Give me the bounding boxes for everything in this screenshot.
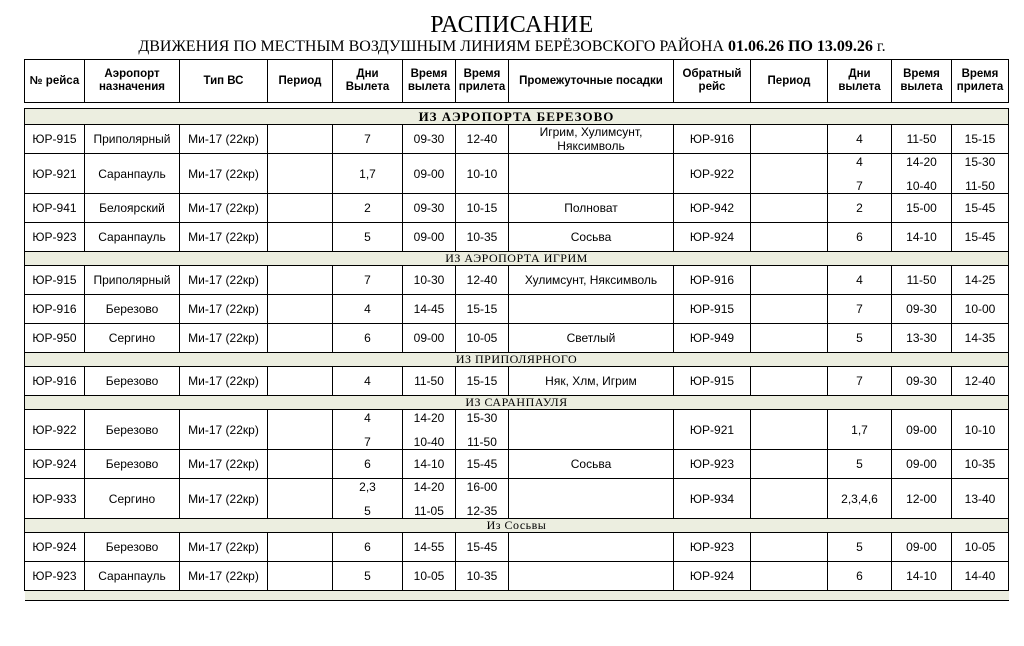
departure-time: 09-00 <box>403 154 456 194</box>
destination: Березово <box>85 367 180 396</box>
table-row <box>25 533 1009 562</box>
table-row <box>25 125 1009 154</box>
period <box>268 410 333 450</box>
return-arrival-time: 10-00 <box>952 295 1009 324</box>
return-period <box>751 367 828 396</box>
period <box>268 367 333 396</box>
destination: Березово <box>85 295 180 324</box>
return-days: 5 <box>828 324 892 353</box>
table-row <box>25 562 1009 591</box>
return-days: 7 <box>828 367 892 396</box>
table-row <box>25 194 1009 223</box>
departure-days: 1,7 <box>333 154 403 194</box>
aircraft-type: Ми-17 (22кр) <box>180 125 268 154</box>
destination: Саранпауль <box>85 223 180 252</box>
departure-time: 11-50 <box>403 367 456 396</box>
aircraft-type: Ми-17 (22кр) <box>180 295 268 324</box>
period <box>268 194 333 223</box>
departure-days: 2 <box>333 194 403 223</box>
arrival-time <box>456 410 509 450</box>
arrival-time-value: 12-35 <box>466 503 498 518</box>
return-arrival-time: 13-40 <box>952 479 1009 519</box>
departure-days <box>333 410 403 450</box>
header-row <box>25 60 1009 103</box>
return-arrival-time: 12-40 <box>952 367 1009 396</box>
return-arrival-time-value: 11-50 <box>965 178 995 193</box>
arrival-time: 10-05 <box>456 324 509 353</box>
arrival-time: 15-45 <box>456 533 509 562</box>
departure-time: 14-45 <box>403 295 456 324</box>
return-period <box>751 479 828 519</box>
departure-days: 6 <box>333 450 403 479</box>
return-arrival-time: 14-35 <box>952 324 1009 353</box>
departure-days-value: 4 <box>364 410 371 425</box>
intermediate-stops: Полноват <box>509 194 674 223</box>
return-flight: ЮР-923 <box>674 533 751 562</box>
return-period <box>751 194 828 223</box>
return-departure-time: 14-10 <box>892 223 952 252</box>
return-days: 4 <box>828 266 892 295</box>
departure-days: 6 <box>333 533 403 562</box>
departure-days: 4 <box>333 295 403 324</box>
intermediate-stops: Светлый <box>509 324 674 353</box>
arrival-time: 10-10 <box>456 154 509 194</box>
return-days: 6 <box>828 223 892 252</box>
section-header <box>25 519 1009 533</box>
header-return-departure: Время вылета <box>892 60 952 103</box>
arrival-time <box>456 479 509 519</box>
intermediate-stops <box>509 295 674 324</box>
intermediate-stops <box>509 562 674 591</box>
flight-number: ЮР-921 <box>25 154 85 194</box>
arrival-time-value: 15-30 <box>466 410 498 425</box>
aircraft-type: Ми-17 (22кр) <box>180 450 268 479</box>
table-row <box>25 410 1009 450</box>
flight-number: ЮР-915 <box>25 266 85 295</box>
arrival-time: 15-15 <box>456 367 509 396</box>
flight-number: ЮР-933 <box>25 479 85 519</box>
return-period <box>751 125 828 154</box>
header-flight: № рейса <box>25 60 85 103</box>
return-days: 5 <box>828 450 892 479</box>
intermediate-stops: Сосьва <box>509 450 674 479</box>
intermediate-stops: Игрим, Хулимсунт, Няксимволь <box>509 125 674 154</box>
return-period <box>751 154 828 194</box>
aircraft-type: Ми-17 (22кр) <box>180 367 268 396</box>
return-departure-time: 12-00 <box>892 479 952 519</box>
aircraft-type: Ми-17 (22кр) <box>180 194 268 223</box>
return-flight: ЮР-916 <box>674 125 751 154</box>
return-days-value: 7 <box>856 178 863 193</box>
period <box>268 154 333 194</box>
return-departure-time: 09-30 <box>892 295 952 324</box>
period <box>268 450 333 479</box>
table-row <box>25 450 1009 479</box>
section-title: ИЗ ПРИПОЛЯРНОГО <box>25 353 1009 367</box>
return-days: 2,3,4,6 <box>828 479 892 519</box>
destination: Сергино <box>85 479 180 519</box>
return-period <box>751 266 828 295</box>
intermediate-stops <box>509 154 674 194</box>
header-return-flight: Обратный рейс <box>674 60 751 103</box>
return-flight: ЮР-924 <box>674 223 751 252</box>
departure-days-value: 5 <box>364 503 371 518</box>
return-arrival-time <box>952 154 1009 194</box>
departure-time: 10-05 <box>403 562 456 591</box>
intermediate-stops <box>509 479 674 519</box>
destination: Сергино <box>85 324 180 353</box>
return-days: 2 <box>828 194 892 223</box>
section-header <box>25 396 1009 410</box>
return-flight: ЮР-924 <box>674 562 751 591</box>
departure-days-value: 7 <box>364 434 371 449</box>
return-flight: ЮР-915 <box>674 367 751 396</box>
intermediate-stops: Няк, Хлм, Игрим <box>509 367 674 396</box>
arrival-time: 10-35 <box>456 223 509 252</box>
return-flight: ЮР-916 <box>674 266 751 295</box>
return-departure-time: 09-30 <box>892 367 952 396</box>
departure-time: 09-30 <box>403 194 456 223</box>
table-row <box>25 295 1009 324</box>
flight-number: ЮР-941 <box>25 194 85 223</box>
flight-number: ЮР-922 <box>25 410 85 450</box>
subtitle-main: ДВИЖЕНИЯ ПО МЕСТНЫМ ВОЗДУШНЫМ ЛИНИЯМ БЕРЁЗОВСКОГО РАЙОНА <box>138 38 725 55</box>
arrival-time-value: 11-50 <box>467 434 497 449</box>
return-flight: ЮР-942 <box>674 194 751 223</box>
flight-number: ЮР-924 <box>25 533 85 562</box>
arrival-time-value: 16-00 <box>466 479 498 494</box>
aircraft-type: Ми-17 (22кр) <box>180 479 268 519</box>
page-title: РАСПИСАНИЕ <box>430 12 594 38</box>
destination: Саранпауль <box>85 562 180 591</box>
return-arrival-time: 10-05 <box>952 533 1009 562</box>
section-header <box>25 109 1009 125</box>
return-flight: ЮР-934 <box>674 479 751 519</box>
return-departure-time: 11-50 <box>892 125 952 154</box>
return-days: 4 <box>828 125 892 154</box>
return-period <box>751 533 828 562</box>
departure-days: 6 <box>333 324 403 353</box>
flight-number: ЮР-915 <box>25 125 85 154</box>
departure-time: 09-00 <box>403 324 456 353</box>
flight-number: ЮР-923 <box>25 562 85 591</box>
aircraft-type: Ми-17 (22кр) <box>180 154 268 194</box>
aircraft-type: Ми-17 (22кр) <box>180 533 268 562</box>
header-return-arrival: Время прилета <box>952 60 1009 103</box>
return-departure-time: 13-30 <box>892 324 952 353</box>
section-title: ИЗ САРАНПАУЛЯ <box>25 396 1009 410</box>
subtitle-end: г. <box>876 38 886 55</box>
return-period <box>751 223 828 252</box>
return-arrival-time: 15-15 <box>952 125 1009 154</box>
section-title: ИЗ АЭРОПОРТА ИГРИМ <box>25 252 1009 266</box>
period <box>268 324 333 353</box>
departure-time <box>403 410 456 450</box>
return-departure-time: 15-00 <box>892 194 952 223</box>
period <box>268 479 333 519</box>
return-departure-time: 09-00 <box>892 450 952 479</box>
table-row <box>25 223 1009 252</box>
header-destination: Аэропорт назначения <box>85 60 180 103</box>
header-stops: Промежуточные посадки <box>509 60 674 103</box>
departure-time-value: 10-40 <box>413 434 445 449</box>
intermediate-stops: Хулимсунт, Няксимволь <box>509 266 674 295</box>
flight-number: ЮР-924 <box>25 450 85 479</box>
arrival-time: 12-40 <box>456 266 509 295</box>
arrival-time: 12-40 <box>456 125 509 154</box>
return-flight: ЮР-915 <box>674 295 751 324</box>
departure-time <box>403 479 456 519</box>
destination: Березово <box>85 410 180 450</box>
page-subtitle <box>0 38 1024 56</box>
destination: Саранпауль <box>85 154 180 194</box>
intermediate-stops: Сосьва <box>509 223 674 252</box>
subtitle-dates: 01.06.26 ПО 13.09.26 <box>728 38 873 55</box>
return-period <box>751 324 828 353</box>
return-departure-time-value: 14-20 <box>906 154 937 169</box>
destination: Приполярный <box>85 266 180 295</box>
departure-time: 14-55 <box>403 533 456 562</box>
return-departure-time <box>892 154 952 194</box>
period <box>268 266 333 295</box>
return-departure-time: 09-00 <box>892 533 952 562</box>
destination: Березово <box>85 533 180 562</box>
period <box>268 533 333 562</box>
departure-time-value: 11-05 <box>414 503 444 518</box>
return-flight: ЮР-923 <box>674 450 751 479</box>
return-days-value: 4 <box>856 154 863 169</box>
header-return-days: Дни вылета <box>828 60 892 103</box>
return-days: 7 <box>828 295 892 324</box>
header-aircraft: Тип ВС <box>180 60 268 103</box>
return-flight: ЮР-922 <box>674 154 751 194</box>
flight-number: ЮР-916 <box>25 295 85 324</box>
table-row <box>25 479 1009 519</box>
destination: Белоярский <box>85 194 180 223</box>
return-flight: ЮР-921 <box>674 410 751 450</box>
section-title: Из Сосьвы <box>25 519 1009 533</box>
schedule-table <box>24 59 1009 601</box>
return-period <box>751 295 828 324</box>
section-header <box>25 252 1009 266</box>
departure-time-value: 14-20 <box>413 479 445 494</box>
header-arrival: Время прилета <box>456 60 509 103</box>
section-title: ИЗ АЭРОПОРТА БЕРЕЗОВО <box>25 109 1009 125</box>
intermediate-stops <box>509 533 674 562</box>
header-days: Дни Вылета <box>333 60 403 103</box>
return-arrival-time: 10-10 <box>952 410 1009 450</box>
destination: Приполярный <box>85 125 180 154</box>
flight-number: ЮР-923 <box>25 223 85 252</box>
schedule-body <box>25 103 1009 601</box>
departure-days: 4 <box>333 367 403 396</box>
aircraft-type: Ми-17 (22кр) <box>180 223 268 252</box>
return-arrival-time: 14-25 <box>952 266 1009 295</box>
return-days: 1,7 <box>828 410 892 450</box>
flight-number: ЮР-916 <box>25 367 85 396</box>
aircraft-type: Ми-17 (22кр) <box>180 266 268 295</box>
departure-time: 09-30 <box>403 125 456 154</box>
return-arrival-time: 15-45 <box>952 194 1009 223</box>
departure-days-value: 2,3 <box>359 479 376 494</box>
aircraft-type: Ми-17 (22кр) <box>180 324 268 353</box>
departure-time: 09-00 <box>403 223 456 252</box>
departure-time-value: 14-20 <box>413 410 445 425</box>
arrival-time: 15-45 <box>456 450 509 479</box>
return-departure-time: 11-50 <box>892 266 952 295</box>
departure-days: 5 <box>333 223 403 252</box>
flight-number: ЮР-950 <box>25 324 85 353</box>
table-row <box>25 367 1009 396</box>
departure-time: 14-10 <box>403 450 456 479</box>
return-period <box>751 410 828 450</box>
return-departure-time: 14-10 <box>892 562 952 591</box>
table-footer-band <box>25 591 1009 601</box>
table-row <box>25 324 1009 353</box>
return-departure-time-value: 10-40 <box>906 178 937 193</box>
return-arrival-time: 10-35 <box>952 450 1009 479</box>
arrival-time: 10-35 <box>456 562 509 591</box>
footer-band-cell <box>25 591 1009 601</box>
departure-days: 7 <box>333 125 403 154</box>
table-row <box>25 154 1009 194</box>
arrival-time: 15-15 <box>456 295 509 324</box>
table-row <box>25 266 1009 295</box>
period <box>268 562 333 591</box>
return-days <box>828 154 892 194</box>
return-arrival-time-value: 15-30 <box>964 154 996 169</box>
return-arrival-time: 15-45 <box>952 223 1009 252</box>
header-period: Период <box>268 60 333 103</box>
departure-days: 5 <box>333 562 403 591</box>
aircraft-type: Ми-17 (22кр) <box>180 562 268 591</box>
section-header <box>25 353 1009 367</box>
return-departure-time: 09-00 <box>892 410 952 450</box>
return-period <box>751 450 828 479</box>
departure-days: 7 <box>333 266 403 295</box>
departure-days <box>333 479 403 519</box>
return-days: 6 <box>828 562 892 591</box>
return-days: 5 <box>828 533 892 562</box>
period <box>268 125 333 154</box>
return-flight: ЮР-949 <box>674 324 751 353</box>
destination: Березово <box>85 450 180 479</box>
header-departure: Время вылета <box>403 60 456 103</box>
intermediate-stops <box>509 410 674 450</box>
header-return-period: Период <box>751 60 828 103</box>
period <box>268 295 333 324</box>
return-arrival-time: 14-40 <box>952 562 1009 591</box>
aircraft-type: Ми-17 (22кр) <box>180 410 268 450</box>
period <box>268 223 333 252</box>
departure-time: 10-30 <box>403 266 456 295</box>
return-period <box>751 562 828 591</box>
arrival-time: 10-15 <box>456 194 509 223</box>
